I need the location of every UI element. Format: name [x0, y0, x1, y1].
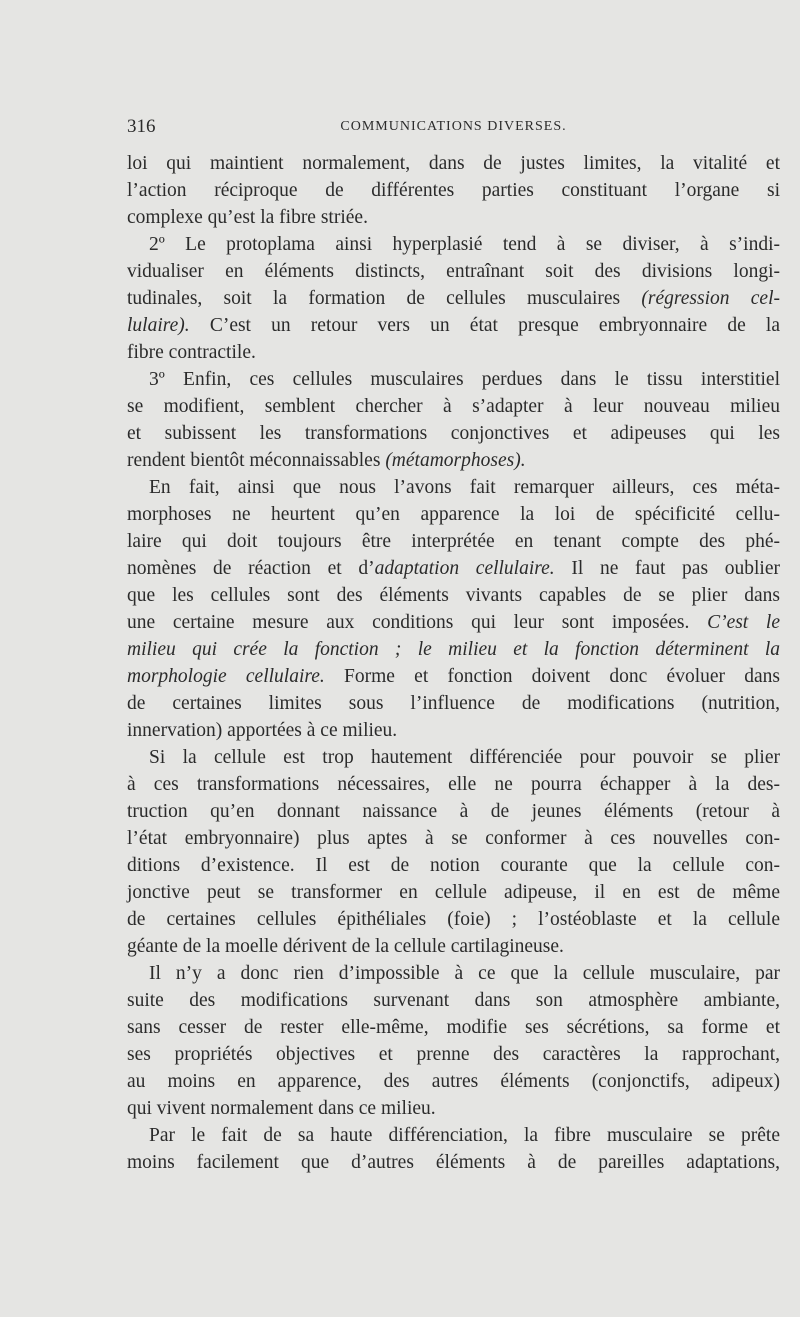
text-line — [127, 798, 780, 825]
text-segment: fibre contractile. — [127, 342, 256, 363]
text-line — [127, 879, 780, 906]
text-segment: au moins en apparence, des autres éléments (conjonctifs, adipeux) — [127, 1071, 780, 1092]
text-line — [127, 663, 780, 690]
italic-text: (métamorphoses). — [385, 450, 526, 471]
text-line — [127, 1041, 780, 1068]
text-line — [127, 339, 780, 366]
page-header — [127, 116, 780, 142]
text-segment: de certaines cellules épithéliales (foie) ; l’ostéoblaste et la cellule — [127, 909, 780, 930]
text-line — [127, 1122, 780, 1149]
text-line — [127, 204, 780, 231]
text-line — [127, 393, 780, 420]
text-segment: C’est un retour vers un état presque embryonnaire de la — [189, 315, 780, 336]
text-line — [127, 501, 780, 528]
text-segment: 3º Enfin, ces cellules musculaires perdues dans le tissu interstitiel — [149, 369, 780, 390]
text-segment: Il n’y a donc rien d’impossible à ce que la cellule musculaire, par — [149, 963, 780, 984]
body-text — [127, 150, 780, 1176]
text-segment: tudinales, soit la formation de cellules musculaires — [127, 288, 642, 309]
text-line — [127, 1014, 780, 1041]
running-title: COMMUNICATIONS DIVERSES. — [340, 119, 567, 134]
text-segment: de certaines limites sous l’influence de modifications (nutrition, — [127, 693, 780, 714]
text-segment: géante de la moelle dérivent de la cellule cartilagineuse. — [127, 936, 564, 957]
italic-text: adaptation cellulaire. — [374, 558, 555, 579]
text-segment: truction qu’en donnant naissance à de jeunes éléments (retour à — [127, 801, 780, 822]
italic-text: C’est le — [707, 612, 780, 633]
text-segment: l’état embryonnaire) plus aptes à se conformer à ces nouvelles con- — [127, 828, 780, 849]
text-line — [127, 528, 780, 555]
text-segment: Par le fait de sa haute différenciation, la fibre musculaire se prête — [149, 1125, 780, 1146]
text-segment: sans cesser de rester elle-même, modifie ses sécrétions, sa forme et — [127, 1017, 780, 1038]
text-segment: se modifient, semblent chercher à s’adapter à leur nouveau milieu — [127, 396, 780, 417]
text-line — [127, 744, 780, 771]
text-segment: et subissent les transformations conjonctives et adipeuses qui les — [127, 423, 780, 444]
text-line — [127, 474, 780, 501]
text-line — [127, 852, 780, 879]
text-segment: morphoses ne heurtent qu’en apparence la loi de spécificité cellu- — [127, 504, 780, 525]
text-line — [127, 987, 780, 1014]
text-line — [127, 1149, 780, 1176]
page-number: 316 — [127, 116, 156, 137]
text-segment: vidualiser en éléments distincts, entraînant soit des divisions longi- — [127, 261, 780, 282]
italic-text: milieu qui crée la fonction ; le milieu et la fonction déterminent la — [127, 639, 780, 660]
text-line — [127, 690, 780, 717]
text-segment: suite des modifications survenant dans son atmosphère ambiante, — [127, 990, 780, 1011]
text-segment: laire qui doit toujours être interprétée en tenant compte des phé- — [127, 531, 780, 552]
text-line — [127, 933, 780, 960]
text-segment: nomènes de réaction et d’ — [127, 558, 375, 579]
text-line — [127, 555, 780, 582]
text-line — [127, 1095, 780, 1122]
text-line — [127, 312, 780, 339]
text-line — [127, 771, 780, 798]
text-segment: complexe qu’est la fibre striée. — [127, 207, 368, 228]
text-line — [127, 906, 780, 933]
text-line — [127, 150, 780, 177]
text-line — [127, 447, 780, 474]
text-segment: l’action réciproque de différentes parties constituant l’organe si — [127, 180, 780, 201]
text-line — [127, 420, 780, 447]
text-line — [127, 231, 780, 258]
text-line — [127, 717, 780, 744]
text-segment: ditions d’existence. Il est de notion courante que la cellule con- — [127, 855, 780, 876]
text-line — [127, 825, 780, 852]
text-segment: rendent bientôt méconnaissables — [127, 450, 386, 471]
text-line — [127, 366, 780, 393]
text-segment: que les cellules sont des éléments vivants capables de se plier dans — [127, 585, 780, 606]
text-segment: loi qui maintient normalement, dans de justes limites, la vitalité et — [127, 153, 780, 174]
text-line — [127, 285, 780, 312]
text-line — [127, 258, 780, 285]
text-segment: qui vivent normalement dans ce milieu. — [127, 1098, 436, 1119]
text-segment: Si la cellule est trop hautement différenciée pour pouvoir se plier — [149, 747, 780, 768]
italic-text: morphologie cellulaire. — [127, 666, 325, 687]
text-segment: jonctive peut se transformer en cellule adipeuse, il en est de même — [127, 882, 780, 903]
text-line — [127, 582, 780, 609]
text-segment: ses propriétés objectives et prenne des caractères la rapprochant, — [127, 1044, 780, 1065]
text-segment: innervation) apportées à ce milieu. — [127, 720, 398, 741]
text-line — [127, 636, 780, 663]
text-segment: Il ne faut pas oublier — [554, 558, 780, 579]
text-segment: à ces transformations nécessaires, elle ne pourra échapper à la des- — [127, 774, 780, 795]
text-segment: une certaine mesure aux conditions qui leur sont imposées. — [127, 612, 708, 633]
text-line — [127, 609, 780, 636]
text-segment: Forme et fonction doivent donc évoluer dans — [324, 666, 780, 687]
text-line — [127, 177, 780, 204]
text-segment: 2º Le protoplama ainsi hyperplasié tend à se diviser, à s’indi- — [149, 234, 780, 255]
text-line — [127, 1068, 780, 1095]
italic-text: lulaire). — [127, 315, 190, 336]
text-segment: En fait, ainsi que nous l’avons fait remarquer ailleurs, ces méta- — [149, 477, 780, 498]
text-segment: moins facilement que d’autres éléments à de pareilles adaptations, — [127, 1152, 780, 1173]
text-line — [127, 960, 780, 987]
italic-text: (régression cel- — [641, 288, 780, 309]
